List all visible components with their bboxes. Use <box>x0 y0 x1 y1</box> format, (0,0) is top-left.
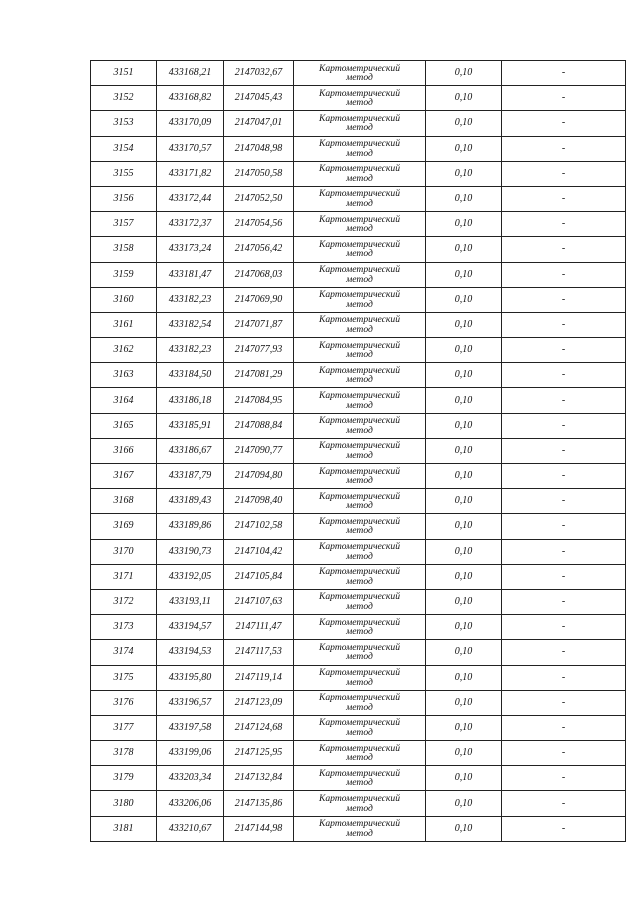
method-text-line2: метод <box>346 323 373 335</box>
point-number-cell: 3155 <box>91 161 157 186</box>
table-row <box>91 791 626 816</box>
coordinate-y-cell: 2147098,40 <box>224 489 294 514</box>
table-row <box>91 766 626 791</box>
coordinate-x-cell: 433173,24 <box>157 237 224 262</box>
coordinate-x-cell: 433172,44 <box>157 186 224 211</box>
method-cell <box>294 388 426 413</box>
note-cell: - <box>502 615 626 640</box>
table-row <box>91 363 626 388</box>
method-cell <box>294 640 426 665</box>
point-number-cell: 3166 <box>91 438 157 463</box>
table-row <box>91 564 626 589</box>
table-row <box>91 464 626 489</box>
accuracy-cell: 0,10 <box>426 413 502 438</box>
note-cell: - <box>502 161 626 186</box>
point-number-cell: 3175 <box>91 665 157 690</box>
coordinate-y-cell: 2147052,50 <box>224 186 294 211</box>
method-text-line2: метод <box>346 97 373 109</box>
accuracy-cell: 0,10 <box>426 136 502 161</box>
coordinate-y-cell: 2147124,68 <box>224 715 294 740</box>
coordinate-y-cell: 2147107,63 <box>224 589 294 614</box>
accuracy-cell: 0,10 <box>426 514 502 539</box>
table-row <box>91 388 626 413</box>
note-cell: - <box>502 464 626 489</box>
method-text-line1: Картометрический <box>318 62 401 74</box>
coordinate-x-cell: 433199,06 <box>157 741 224 766</box>
method-text-line2: метод <box>346 626 373 638</box>
point-number-cell: 3157 <box>91 212 157 237</box>
point-number-cell: 3179 <box>91 766 157 791</box>
method-text-line1: Картометрический <box>318 792 401 804</box>
method-text-line2: метод <box>346 349 373 361</box>
method-cell <box>294 464 426 489</box>
table-row <box>91 61 626 86</box>
method-cell <box>294 514 426 539</box>
coordinate-y-cell: 2147068,03 <box>224 262 294 287</box>
coordinate-y-cell: 2147090,77 <box>224 438 294 463</box>
coordinate-x-cell: 433206,06 <box>157 791 224 816</box>
point-number-cell: 3174 <box>91 640 157 665</box>
coordinate-x-cell: 433186,18 <box>157 388 224 413</box>
point-number-cell: 3156 <box>91 186 157 211</box>
method-cell <box>294 86 426 111</box>
table-row <box>91 640 626 665</box>
coordinate-y-cell: 2147088,84 <box>224 413 294 438</box>
coordinate-y-cell: 2147077,93 <box>224 338 294 363</box>
method-cell <box>294 438 426 463</box>
coordinate-x-cell: 433182,23 <box>157 338 224 363</box>
accuracy-cell: 0,10 <box>426 287 502 312</box>
method-text-line2: метод <box>346 777 373 789</box>
method-text-line1: Картометрический <box>318 490 401 502</box>
method-text-line2: метод <box>346 475 373 487</box>
note-cell: - <box>502 237 626 262</box>
note-cell: - <box>502 388 626 413</box>
coordinate-y-cell: 2147069,90 <box>224 287 294 312</box>
method-cell <box>294 161 426 186</box>
method-cell <box>294 312 426 337</box>
point-number-cell: 3167 <box>91 464 157 489</box>
method-text-line2: метод <box>346 248 373 260</box>
accuracy-cell: 0,10 <box>426 212 502 237</box>
note-cell: - <box>502 690 626 715</box>
coordinate-y-cell: 2147117,53 <box>224 640 294 665</box>
accuracy-cell: 0,10 <box>426 111 502 136</box>
point-number-cell: 3153 <box>91 111 157 136</box>
accuracy-cell: 0,10 <box>426 589 502 614</box>
accuracy-cell: 0,10 <box>426 766 502 791</box>
method-text-line2: метод <box>346 122 373 134</box>
coordinate-y-cell: 2147102,58 <box>224 514 294 539</box>
note-cell: - <box>502 665 626 690</box>
coordinate-x-cell: 433192,05 <box>157 564 224 589</box>
method-text-line1: Картометрический <box>318 238 401 250</box>
accuracy-cell: 0,10 <box>426 237 502 262</box>
point-number-cell: 3169 <box>91 514 157 539</box>
coordinate-x-cell: 433184,50 <box>157 363 224 388</box>
accuracy-cell: 0,10 <box>426 690 502 715</box>
coordinate-y-cell: 2147032,67 <box>224 61 294 86</box>
coordinate-y-cell: 2147123,09 <box>224 690 294 715</box>
note-cell: - <box>502 539 626 564</box>
coordinate-x-cell: 433189,43 <box>157 489 224 514</box>
coordinate-y-cell: 2147125,95 <box>224 741 294 766</box>
method-cell <box>294 136 426 161</box>
method-text-line2: метод <box>346 525 373 537</box>
note-cell: - <box>502 438 626 463</box>
method-text-line1: Картометрический <box>318 641 401 653</box>
method-text-line2: метод <box>346 726 373 738</box>
table-row <box>91 413 626 438</box>
coordinate-y-cell: 2147104,42 <box>224 539 294 564</box>
accuracy-cell: 0,10 <box>426 186 502 211</box>
method-text-line1: Картометрический <box>318 616 401 628</box>
method-text-line1: Картометрический <box>318 163 401 175</box>
method-text-line1: Картометрический <box>318 289 401 301</box>
table-row <box>91 539 626 564</box>
note-cell: - <box>502 111 626 136</box>
method-text-line1: Картометрический <box>318 364 401 376</box>
table-row <box>91 438 626 463</box>
method-cell <box>294 61 426 86</box>
method-text-line1: Картометрический <box>318 314 401 326</box>
table-row <box>91 212 626 237</box>
method-text-line1: Картометрический <box>318 667 401 678</box>
point-number-cell: 3164 <box>91 388 157 413</box>
coordinate-x-cell: 433181,47 <box>157 262 224 287</box>
method-text-line2: метод <box>346 172 373 184</box>
coordinate-y-cell: 2147105,84 <box>224 564 294 589</box>
coordinate-x-cell: 433197,58 <box>157 715 224 740</box>
method-text-line2: метод <box>346 827 373 839</box>
coordinate-y-cell: 2147048,98 <box>224 136 294 161</box>
accuracy-cell: 0,10 <box>426 363 502 388</box>
point-number-cell: 3160 <box>91 287 157 312</box>
point-number-cell: 3173 <box>91 615 157 640</box>
method-text-line2: метод <box>346 550 373 562</box>
table-row <box>91 161 626 186</box>
coordinate-x-cell: 433193,11 <box>157 589 224 614</box>
point-number-cell: 3152 <box>91 86 157 111</box>
method-text-line2: метод <box>346 198 373 210</box>
note-cell: - <box>502 312 626 337</box>
accuracy-cell: 0,10 <box>426 741 502 766</box>
coordinate-x-cell: 433168,21 <box>157 61 224 86</box>
table-row <box>91 262 626 287</box>
accuracy-cell: 0,10 <box>426 615 502 640</box>
table-row <box>91 690 626 715</box>
point-number-cell: 3171 <box>91 564 157 589</box>
note-cell: - <box>502 766 626 791</box>
method-text-line2: метод <box>346 424 373 436</box>
note-cell: - <box>502 61 626 86</box>
note-cell: - <box>502 136 626 161</box>
method-text-line2: метод <box>346 601 373 613</box>
coordinate-x-cell: 433186,67 <box>157 438 224 463</box>
accuracy-cell: 0,10 <box>426 338 502 363</box>
method-text-line2: метод <box>346 701 373 713</box>
coordinate-x-cell: 433190,73 <box>157 539 224 564</box>
method-cell <box>294 363 426 388</box>
point-number-cell: 3165 <box>91 413 157 438</box>
table-row <box>91 816 626 841</box>
table-row <box>91 338 626 363</box>
method-text-line1: Картометрический <box>318 213 401 225</box>
coordinate-y-cell: 2147056,42 <box>224 237 294 262</box>
method-text-line2: метод <box>346 72 373 84</box>
method-text-line1: Картометрический <box>318 264 401 275</box>
note-cell: - <box>502 514 626 539</box>
accuracy-cell: 0,10 <box>426 564 502 589</box>
method-cell <box>294 262 426 287</box>
method-text-line1: Картометрический <box>318 818 401 830</box>
coordinate-y-cell: 2147084,95 <box>224 388 294 413</box>
coordinate-x-cell: 433196,57 <box>157 690 224 715</box>
method-text-line1: Картометрический <box>318 767 401 779</box>
point-number-cell: 3181 <box>91 816 157 841</box>
coordinate-x-cell: 433203,34 <box>157 766 224 791</box>
table-row <box>91 741 626 766</box>
note-cell: - <box>502 186 626 211</box>
note-cell: - <box>502 640 626 665</box>
method-text-line2: метод <box>346 575 373 587</box>
method-cell <box>294 715 426 740</box>
method-text-line2: метод <box>346 223 373 235</box>
note-cell: - <box>502 489 626 514</box>
method-text-line2: метод <box>346 374 373 386</box>
table-row <box>91 514 626 539</box>
coordinate-x-cell: 433182,54 <box>157 312 224 337</box>
method-cell <box>294 489 426 514</box>
method-text-line1: Картометрический <box>318 742 401 754</box>
table-row <box>91 715 626 740</box>
coordinates-table-body <box>91 61 626 842</box>
method-cell <box>294 287 426 312</box>
point-number-cell: 3161 <box>91 312 157 337</box>
method-cell <box>294 539 426 564</box>
method-text-line1: Картометрический <box>318 541 401 553</box>
coordinate-x-cell: 433170,09 <box>157 111 224 136</box>
accuracy-cell: 0,10 <box>426 438 502 463</box>
note-cell: - <box>502 589 626 614</box>
method-cell <box>294 741 426 766</box>
point-number-cell: 3162 <box>91 338 157 363</box>
note-cell: - <box>502 338 626 363</box>
coordinate-y-cell: 2147111,47 <box>224 615 294 640</box>
method-cell <box>294 338 426 363</box>
coordinate-x-cell: 433182,23 <box>157 287 224 312</box>
table-row <box>91 665 626 690</box>
method-text-line1: Картометрический <box>318 87 401 99</box>
point-number-cell: 3177 <box>91 715 157 740</box>
accuracy-cell: 0,10 <box>426 464 502 489</box>
note-cell: - <box>502 86 626 111</box>
method-text-line1: Картометрический <box>318 112 401 124</box>
method-text-line2: метод <box>346 651 373 663</box>
table-row <box>91 86 626 111</box>
note-cell: - <box>502 816 626 841</box>
coordinate-x-cell: 433195,80 <box>157 665 224 690</box>
coordinate-x-cell: 433171,82 <box>157 161 224 186</box>
coordinate-x-cell: 433172,37 <box>157 212 224 237</box>
method-cell <box>294 564 426 589</box>
note-cell: - <box>502 287 626 312</box>
table-row <box>91 186 626 211</box>
method-text-line1: Картометрический <box>318 415 401 427</box>
method-text-line1: Картометрический <box>318 138 401 150</box>
table-row <box>91 589 626 614</box>
table-row <box>91 237 626 262</box>
method-text-line1: Картометрический <box>318 440 401 452</box>
method-text-line2: метод <box>346 399 373 411</box>
method-text-line2: метод <box>346 676 373 688</box>
method-cell <box>294 690 426 715</box>
coordinate-x-cell: 433210,67 <box>157 816 224 841</box>
accuracy-cell: 0,10 <box>426 388 502 413</box>
coordinates-table <box>90 60 626 842</box>
table-row <box>91 312 626 337</box>
accuracy-cell: 0,10 <box>426 816 502 841</box>
method-text-line2: метод <box>346 449 373 461</box>
method-text-line1: Картометрический <box>318 692 401 704</box>
table-row <box>91 136 626 161</box>
point-number-cell: 3172 <box>91 589 157 614</box>
note-cell: - <box>502 715 626 740</box>
accuracy-cell: 0,10 <box>426 262 502 287</box>
method-text-line2: метод <box>346 500 373 512</box>
coordinate-y-cell: 2147071,87 <box>224 312 294 337</box>
method-text-line2: метод <box>346 273 373 285</box>
accuracy-cell: 0,10 <box>426 791 502 816</box>
method-cell <box>294 791 426 816</box>
point-number-cell: 3180 <box>91 791 157 816</box>
accuracy-cell: 0,10 <box>426 312 502 337</box>
note-cell: - <box>502 212 626 237</box>
coordinate-y-cell: 2147144,98 <box>224 816 294 841</box>
method-text-line1: Картометрический <box>318 465 401 477</box>
point-number-cell: 3158 <box>91 237 157 262</box>
point-number-cell: 3151 <box>91 61 157 86</box>
accuracy-cell: 0,10 <box>426 86 502 111</box>
method-cell <box>294 111 426 136</box>
method-cell <box>294 766 426 791</box>
point-number-cell: 3154 <box>91 136 157 161</box>
method-cell <box>294 212 426 237</box>
method-text-line1: Картометрический <box>318 188 401 200</box>
method-cell <box>294 615 426 640</box>
accuracy-cell: 0,10 <box>426 715 502 740</box>
method-text-line2: метод <box>346 802 373 814</box>
coordinate-y-cell: 2147132,84 <box>224 766 294 791</box>
coordinate-y-cell: 2147119,14 <box>224 665 294 690</box>
method-text-line1: Картометрический <box>318 389 401 401</box>
coordinate-y-cell: 2147081,29 <box>224 363 294 388</box>
accuracy-cell: 0,10 <box>426 161 502 186</box>
method-cell <box>294 186 426 211</box>
point-number-cell: 3170 <box>91 539 157 564</box>
coordinate-y-cell: 2147054,56 <box>224 212 294 237</box>
point-number-cell: 3178 <box>91 741 157 766</box>
method-cell <box>294 413 426 438</box>
method-text-line1: Картометрический <box>318 339 401 351</box>
coordinate-y-cell: 2147050,58 <box>224 161 294 186</box>
point-number-cell: 3176 <box>91 690 157 715</box>
note-cell: - <box>502 413 626 438</box>
coordinate-x-cell: 433194,53 <box>157 640 224 665</box>
accuracy-cell: 0,10 <box>426 61 502 86</box>
table-row <box>91 287 626 312</box>
method-text-line2: метод <box>346 752 373 764</box>
note-cell: - <box>502 262 626 287</box>
method-text-line1: Картометрический <box>318 515 401 527</box>
coordinate-y-cell: 2147045,43 <box>224 86 294 111</box>
coordinate-y-cell: 2147094,80 <box>224 464 294 489</box>
method-text-line2: метод <box>346 147 373 159</box>
point-number-cell: 3159 <box>91 262 157 287</box>
method-cell <box>294 589 426 614</box>
method-cell <box>294 816 426 841</box>
method-text-line1: Картометрический <box>318 717 401 729</box>
coordinate-y-cell: 2147135,86 <box>224 791 294 816</box>
note-cell: - <box>502 363 626 388</box>
table-row <box>91 489 626 514</box>
table-row <box>91 615 626 640</box>
coordinate-x-cell: 433168,82 <box>157 86 224 111</box>
method-text-line1: Картометрический <box>318 591 401 603</box>
point-number-cell: 3163 <box>91 363 157 388</box>
method-cell <box>294 665 426 690</box>
accuracy-cell: 0,10 <box>426 539 502 564</box>
coordinate-x-cell: 433189,86 <box>157 514 224 539</box>
point-number-cell: 3168 <box>91 489 157 514</box>
method-cell <box>294 237 426 262</box>
coordinate-x-cell: 433187,79 <box>157 464 224 489</box>
accuracy-cell: 0,10 <box>426 489 502 514</box>
coordinate-x-cell: 433170,57 <box>157 136 224 161</box>
note-cell: - <box>502 564 626 589</box>
accuracy-cell: 0,10 <box>426 665 502 690</box>
coordinate-x-cell: 433194,57 <box>157 615 224 640</box>
method-text-line1: Картометрический <box>318 566 401 578</box>
accuracy-cell: 0,10 <box>426 640 502 665</box>
method-text-line2: метод <box>346 298 373 310</box>
note-cell: - <box>502 741 626 766</box>
note-cell: - <box>502 791 626 816</box>
table-row <box>91 111 626 136</box>
coordinate-x-cell: 433185,91 <box>157 413 224 438</box>
coordinate-y-cell: 2147047,01 <box>224 111 294 136</box>
